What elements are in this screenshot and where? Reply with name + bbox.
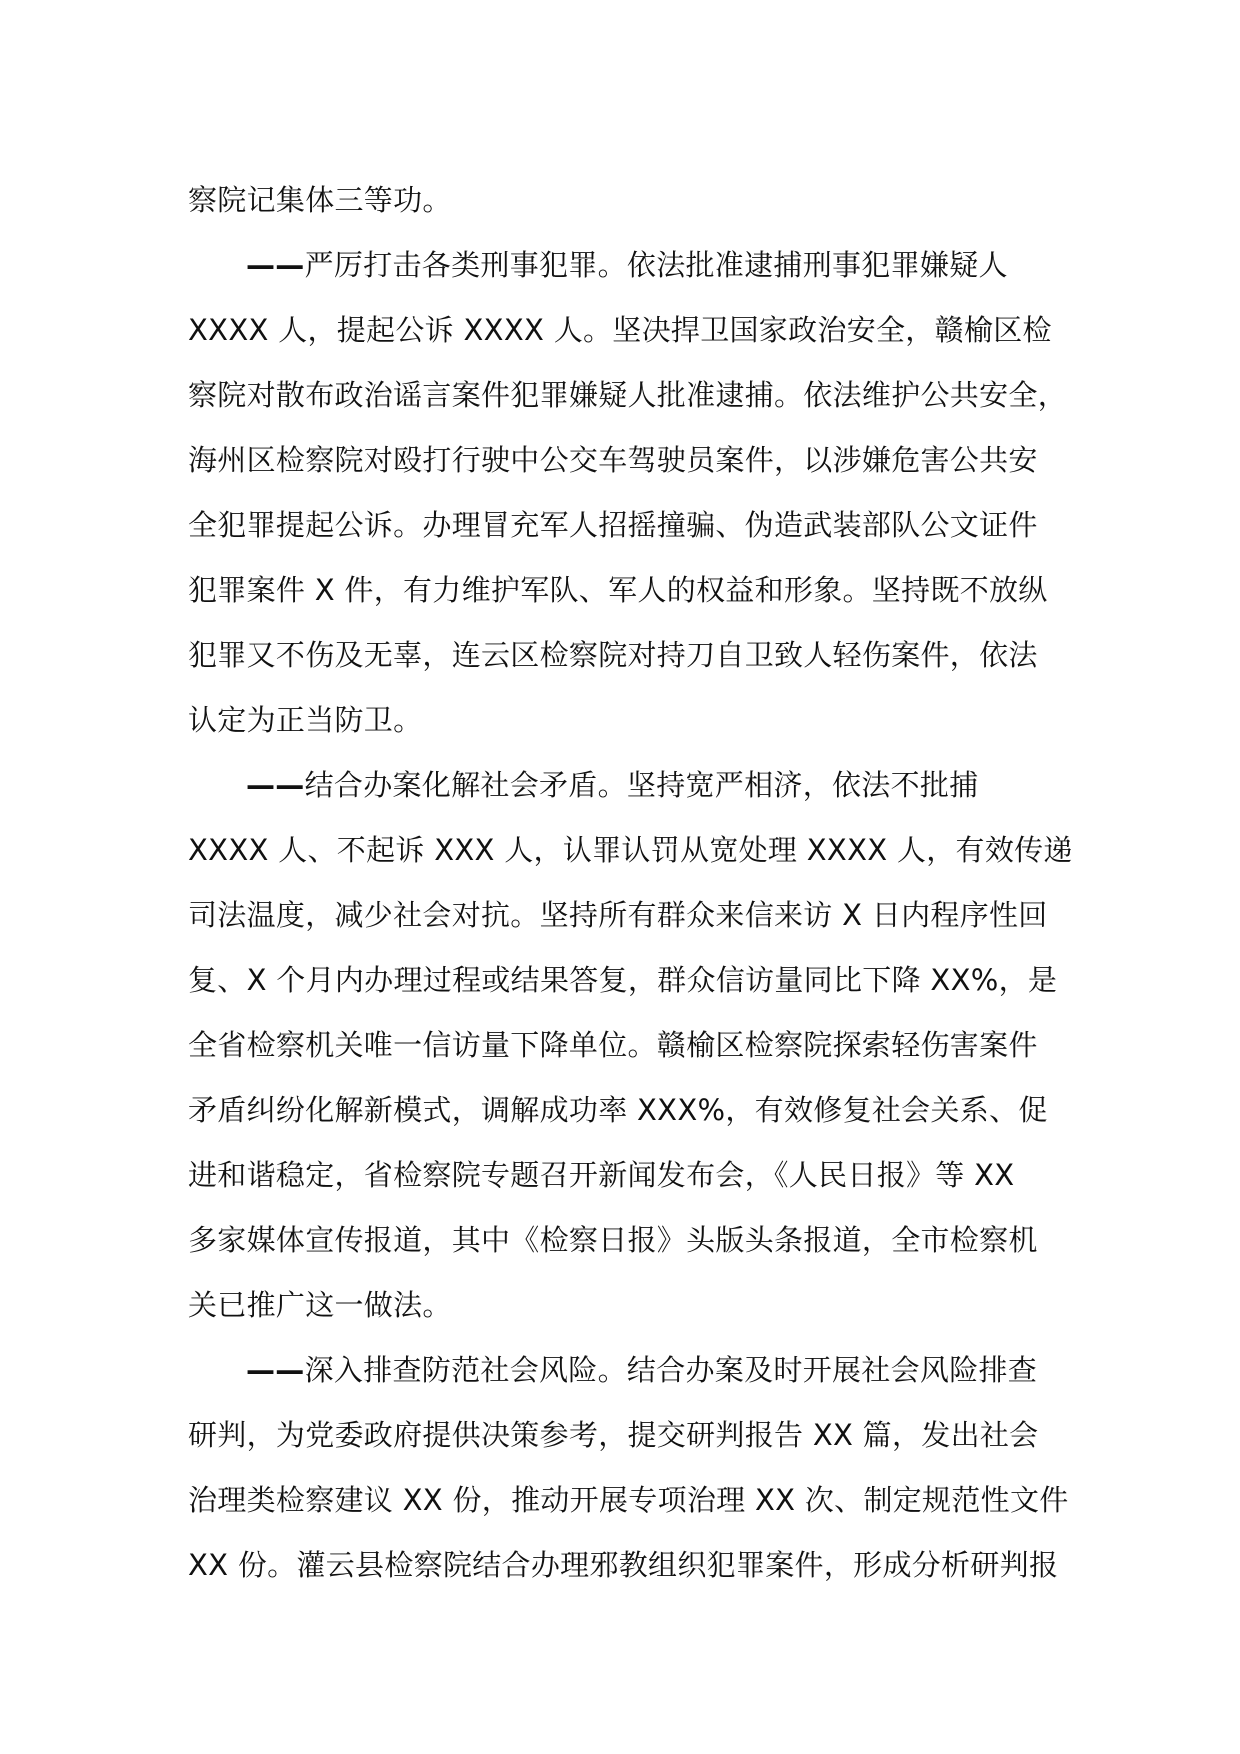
text-line [188,168,1078,233]
line-text: 进和谐稳定，省检察院专题召开新闻发布会，《人民日报》等 XX [188,1158,1015,1192]
text-line [188,1143,1078,1208]
body-text [188,168,1078,1598]
text-line [188,363,1078,428]
line-text: 全犯罪提起公诉。办理冒充军人招摇撞骗、伪造武装部队公文证件 [188,508,1038,542]
em-dash-marker: —— [246,768,305,802]
text-line [188,1338,1078,1403]
text-line [188,1208,1078,1273]
line-text: 全省检察机关唯一信访量下降单位。赣榆区检察院探索轻伤害案件 [188,1028,1038,1062]
line-text: 认定为正当防卫。 [188,703,423,737]
line-text: 深入排查防范社会风险。结合办案及时开展社会风险排查 [304,1353,1038,1387]
line-text: XX 份。灌云县检察院结合办理邪教组织犯罪案件，形成分析研判报 [188,1548,1059,1582]
line-text: 严厉打击各类刑事犯罪。依法批准逮捕刑事犯罪嫌疑人 [304,248,1008,282]
line-text: 犯罪案件 X 件，有力维护军队、军人的权益和形象。坚持既不放纵 [188,573,1048,607]
line-text: 察院记集体三等功。 [188,183,452,217]
text-line [188,1078,1078,1143]
text-line [188,883,1078,948]
line-text: 治理类检察建议 XX 份，推动开展专项治理 XX 次、制定规范性文件 [188,1483,1069,1517]
text-line [188,1273,1078,1338]
line-text: 矛盾纠纷化解新模式，调解成功率 XXX%，有效修复社会关系、促 [188,1093,1048,1127]
text-line [188,1403,1078,1468]
text-line [188,1533,1078,1598]
line-text: 司法温度，减少社会对抗。坚持所有群众来信来访 X 日内程序性回 [188,898,1048,932]
line-text: 结合办案化解社会矛盾。坚持宽严相济，依法不批捕 [304,768,979,802]
text-line [188,1013,1078,1078]
text-line [188,753,1078,818]
line-text: XXXX 人、不起诉 XXX 人，认罪认罚从宽处理 XXXX 人，有效传递 [188,833,1073,867]
text-line [188,948,1078,1013]
line-text: 关已推广这一做法。 [188,1288,452,1322]
text-line [188,623,1078,688]
line-text: 察院对散布政治谣言案件犯罪嫌疑人批准逮捕。依法维护公共安全， [188,378,1068,412]
text-line [188,558,1078,623]
em-dash-marker: —— [246,248,305,282]
text-line [188,233,1078,298]
em-dash-marker: —— [246,1353,305,1387]
line-text: XXXX 人，提起公诉 XXXX 人。坚决捍卫国家政治安全，赣榆区检 [188,313,1052,347]
text-line [188,1468,1078,1533]
text-line [188,493,1078,558]
text-line [188,298,1078,363]
line-text: 海州区检察院对殴打行驶中公交车驾驶员案件，以涉嫌危害公共安 [188,443,1038,477]
line-text: 研判，为党委政府提供决策参考，提交研判报告 XX 篇，发出社会 [188,1418,1039,1452]
line-text: 多家媒体宣传报道，其中《检察日报》头版头条报道，全市检察机 [188,1223,1038,1257]
line-text: 犯罪又不伤及无辜，连云区检察院对持刀自卫致人轻伤案件，依法 [188,638,1038,672]
text-line [188,818,1078,883]
text-line [188,428,1078,493]
text-line [188,688,1078,753]
line-text: 复、X 个月内办理过程或结果答复，群众信访量同比下降 XX%，是 [188,963,1058,997]
